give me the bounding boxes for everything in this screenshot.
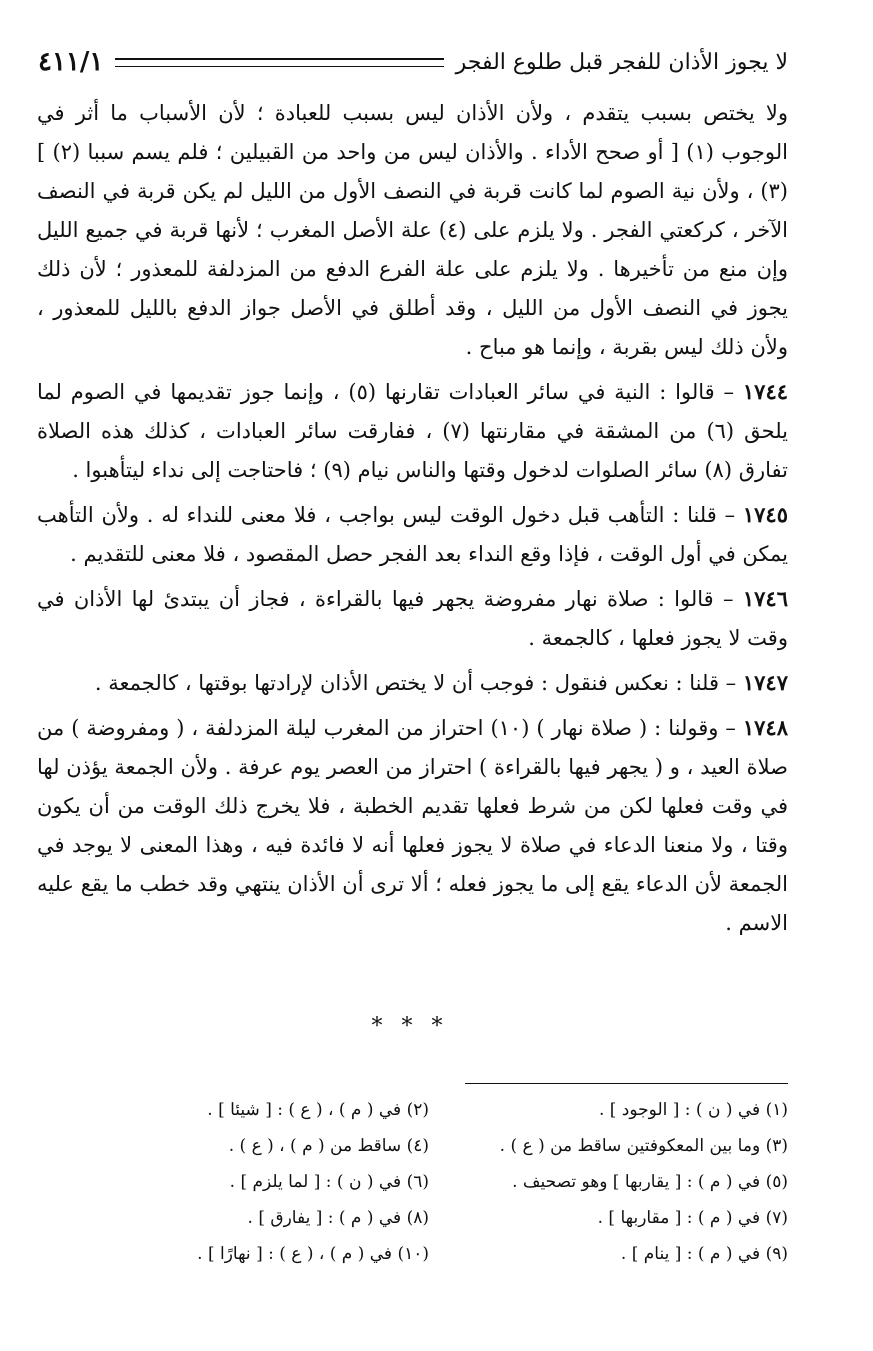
paragraph-number: ١٧٤٨ (742, 715, 788, 740)
footnote: (١٠) في ( م ) ، ( ع ) : [ نهارًا ] . (197, 1244, 429, 1264)
footnotes (100, 1092, 788, 1272)
paragraph-number: ١٧٤٧ (742, 670, 788, 695)
footnote: (١) في ( ن ) : [ الوجود ] . (598, 1100, 788, 1120)
paragraph-text: – قلنا : نعكس فنقول : فوجب أن لا يختص الأذان لإرادتها بوقتها ، كالجمعة . (94, 671, 737, 695)
paragraph-text: – قالوا : صلاة نهار مفروضة يجهر فيها بالقراءة ، فجاز أن يبتدئ لها الأذان في وقت لا يجوز فعلها ، كالجمعة . (37, 587, 788, 650)
paragraph-number: ١٧٤٦ (742, 586, 788, 611)
paragraph (37, 372, 788, 490)
paragraph-number: ١٧٤٥ (742, 502, 788, 527)
paragraph (37, 663, 788, 703)
page-number: ٤١١/١ (38, 47, 104, 77)
footnote-rule (465, 1083, 788, 1084)
footnote: (٨) في ( م ) : [ يفارق ] . (247, 1208, 429, 1228)
footnote: (٦) في ( ن ) : [ لما يلزم ] . (229, 1172, 429, 1192)
footnote: (٥) في ( م ) : [ يقاربها ] وهو تصحيف . (512, 1172, 788, 1192)
footnote: (٧) في ( م ) : [ مقاربها ] . (597, 1208, 788, 1228)
section-separator: * * * (371, 1014, 449, 1039)
running-header (38, 42, 788, 82)
paragraph (37, 495, 788, 574)
paragraph-text: ولا يختص بسبب يتقدم ، ولأن الأذان ليس بسبب للعبادة ؛ لأن الأسباب ما أثر في الوجوب (١) [ أو صحح الأداء . والأذان ليس من واحد من القبيلين ؛ فلم يسم سببا (٢) ] (٣) ، ولأن نية الصوم لما كانت قربة في النصف الأول من الليل لم يكن قربة في النصف الآخر ، كركعتي الفجر . ولا يلزم على (٤) علة الأصل المغرب ؛ لأنها قربة في جميع الليل وإن منع من تأخيرها . ولا يلزم على علة الفرع الدفع من المزدلفة للمعذور ؛ لأن ذلك يجوز في النصف الأول من الليل ، وقد أطلق في الأصل جواز الدفع بالليل للمعذور ، ولأن ذلك ليس بقربة ، وإنما هو مباح . (37, 101, 789, 359)
footnote: (٩) في ( م ) : [ ينام ] . (620, 1244, 788, 1264)
header-rule (115, 58, 443, 67)
footnote: (٣) وما بين المعكوفتين ساقط من ( ع ) . (499, 1136, 788, 1156)
paragraph-number: ١٧٤٤ (742, 379, 789, 404)
paragraph-text: – قلنا : التأهب قبل دخول الوقت ليس بواجب ، فلا معنى للنداء له . ولأن التأهب يمكن في أول الوقت ، فإذا وقع النداء بعد الفجر حصل المقصود ، فلا معنى للتقديم . (37, 503, 788, 566)
chapter-title: لا يجوز الأذان للفجر قبل طلوع الفجر (455, 49, 788, 75)
paragraph (37, 708, 788, 943)
paragraph-text: – وقولنا : ( صلاة نهار ) (١٠) احتراز من المغرب ليلة المزدلفة ، ( ومفروضة ) من صلاة العيد ، و ( يجهر فيها بالقراءة ) احتراز من العصر يوم عرفة . ولأن الجمعة يؤذن لها في وقت فعلها لكن من شرط فعلها تقديم الخطبة ، فلا يخرج ذلك الوقت من أن يكون وقتا ، ولا منعنا الدعاء في صلاة لا يجوز فعلها أنه لا فائدة فيه ، وهذا المعنى لا يوجد في الجمعة لأن الدعاء يقع إلى ما يجوز فعله ؛ ألا ترى أن الأذان ينتهي وقد خطب ما يقع عليه الاسم . (37, 716, 788, 935)
paragraph-text: – قالوا : النية في سائر العبادات تقارنها (٥) ، وإنما جوز تقديمها في الصوم لما يلحق (٦) من المشقة في مقارنتها (٧) ، ففارقت سائر العبادات ، كذلك هذه الصلاة تفارق (٨) سائر الصلوات لدخول وقتها والناس نيام (٩) ؛ فاحتاجت إلى نداء ليتأهبوا . (37, 380, 788, 482)
paragraph (37, 579, 788, 658)
footnote: (٢) في ( م ) ، ( ع ) : [ شيئا ] . (207, 1100, 429, 1120)
main-text (37, 94, 788, 948)
paragraph (37, 94, 788, 367)
footnote: (٤) ساقط من ( م ) ، ( ع ) . (228, 1136, 429, 1156)
